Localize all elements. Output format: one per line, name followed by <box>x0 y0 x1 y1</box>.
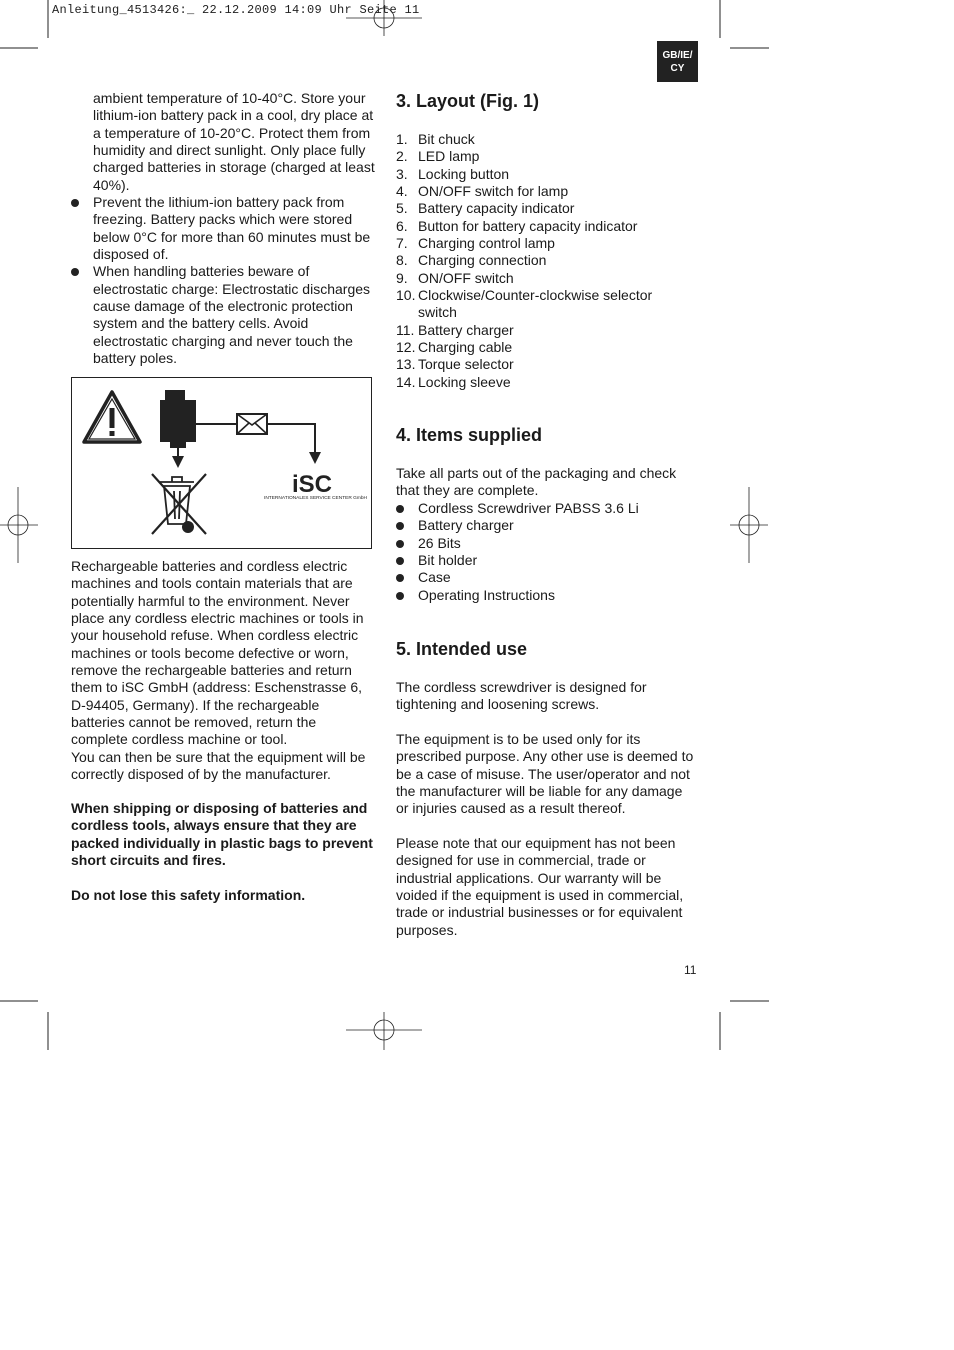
list-label: Locking sleeve <box>418 373 511 390</box>
disposal-paragraph: Rechargeable batteries and cordless electric machines and tools contain materials that are potentially harmful to the environment. Never place any cordless electric machines or tools in your household refuse. When cordless electric machines or tools become defective or worn, remove the rechargeable batteries and return them to iSC GmbH (address: Eschenstrasse 6, D-94405, Germany). If the rechargeable batteries cannot be removed, return the complete cordless machine or tool. You can then be sure that the equipment will be correctly disposed of by the manufacturer. <box>71 558 366 783</box>
list-item <box>396 287 691 322</box>
battery-bullets <box>71 194 376 367</box>
page-number: 11 <box>684 963 697 977</box>
list-number: 10. <box>396 287 416 304</box>
registration-mark-bottom <box>346 1012 422 1050</box>
list-label: Bit holder <box>418 552 478 569</box>
layout-heading: 3. Layout (Fig. 1) <box>396 91 540 111</box>
list-number: 5. <box>396 200 408 217</box>
list-number: 4. <box>396 183 408 200</box>
list-item <box>396 374 691 391</box>
list-number: 3. <box>396 165 408 182</box>
list-number: 7. <box>396 235 408 252</box>
list-label: Charging connection <box>418 252 547 269</box>
list-item <box>396 356 691 373</box>
list-label: Operating Instructions <box>418 586 555 603</box>
list-number: 11. <box>396 321 415 338</box>
list-item <box>396 552 691 569</box>
keep-info: Do not lose this safety information. <box>71 887 306 903</box>
list-item <box>396 166 691 183</box>
list-number: 2. <box>396 148 408 165</box>
isc-logo: iSC <box>292 471 333 498</box>
list-item <box>396 587 691 604</box>
bullet-icon <box>396 505 404 513</box>
list-number: 6. <box>396 217 408 234</box>
list-number: 1. <box>396 131 408 147</box>
list-label: Case <box>418 569 451 586</box>
intro-continuation: ambient temperature of 10-40°C. Store your lithium-ion battery pack in a cool, dry place at a temperature of 10-20°C. Protect them from humidity and direct sunlight. Only place fully charged batteries in storage (charged at least 40%). <box>93 90 375 193</box>
shipping-warning: When shipping or disposing of batteries and cordless tools, always ensure that they are packed individually in plastic bags to prevent short circuits and fires. <box>71 800 373 869</box>
print-slug: Anleitung_4513426:_ 22.12.2009 14:09 Uhr Seite 11 <box>52 3 420 17</box>
list-item <box>396 517 691 534</box>
intended-use-p1: The cordless screwdriver is designed for tightening and loosening screws. <box>396 679 647 713</box>
language-tag-line2: CY <box>670 62 685 74</box>
list-number: 13. <box>396 356 416 373</box>
list-number: 8. <box>396 252 408 269</box>
bullet-icon <box>396 574 404 582</box>
isc-logo-subtext: INTERNATIONALES SERVICE CENTER GmbH <box>264 496 367 501</box>
items-supplied-list <box>396 500 691 604</box>
list-item <box>396 218 691 235</box>
list-label: Battery capacity indicator <box>418 200 575 217</box>
list-label: 26 Bits <box>418 534 461 551</box>
language-tag <box>657 41 698 82</box>
bullet-icon <box>71 199 79 207</box>
list-label: Cordless Screwdriver PABSS 3.6 Li <box>418 500 639 516</box>
bullet-icon <box>396 557 404 565</box>
intended-use-p3: Please note that our equipment has not been designed for use in commercial, trade or industrial applications. Our warranty will be voided if the equipment is used in commercial, trade or industrial businesses or for equivalent purposes. <box>396 835 684 938</box>
warning-triangle-icon <box>84 392 140 442</box>
items-supplied-heading: 4. Items supplied <box>396 425 543 445</box>
list-label: Battery charger <box>418 517 514 534</box>
disposal-diagram <box>72 378 371 548</box>
battery-pack-icon <box>160 390 196 468</box>
crossed-out-bin-icon <box>152 474 206 534</box>
list-number: 12. <box>396 339 416 356</box>
list-label: LED lamp <box>418 148 480 165</box>
list-label: ON/OFF switch <box>418 269 514 286</box>
list-label: Button for battery capacity indicator <box>418 217 638 234</box>
registration-mark-top <box>346 0 422 36</box>
registration-mark-right <box>730 487 768 563</box>
list-item <box>396 535 691 552</box>
list-item <box>396 339 691 356</box>
bullet-icon <box>396 540 404 548</box>
language-tag-line1: GB/IE/ <box>662 49 693 61</box>
bullet-icon <box>71 268 79 276</box>
list-label: Charging cable <box>418 339 513 356</box>
list-number: 9. <box>396 269 408 286</box>
list-item <box>396 200 691 217</box>
list-item <box>396 270 691 287</box>
bullet-icon <box>396 522 404 530</box>
disposal-figure <box>71 377 372 549</box>
list-label: Charging control lamp <box>418 235 555 252</box>
list-label: Battery charger <box>418 321 514 338</box>
list-item <box>396 148 691 165</box>
bin-wheel-icon <box>182 521 194 533</box>
list-label: ON/OFF switch for lamp <box>418 183 569 200</box>
list-label: Locking button <box>418 165 510 182</box>
list-label: Bit chuck <box>418 131 475 147</box>
list-item <box>396 235 691 252</box>
list-item: When handling batteries beware of electrostatic charge: Electrostatic discharges cause damage of the electronic protection system and the battery cells. Avoid electrostatic charging and never touch the battery poles. <box>71 263 376 367</box>
items-supplied-intro: Take all parts out of the packaging and check that they are complete. <box>396 465 677 499</box>
layout-list <box>396 131 691 391</box>
list-item <box>396 569 691 586</box>
list-item <box>396 252 691 269</box>
bullet-icon <box>396 592 404 600</box>
registration-mark-left <box>0 487 38 563</box>
list-item <box>396 131 691 148</box>
envelope-icon <box>237 414 267 434</box>
list-item: Prevent the lithium-ion battery pack from freezing. Battery packs which were stored below 0°C for more than 60 minutes must be disposed of. <box>71 194 376 263</box>
list-item <box>396 322 691 339</box>
list-number: 14. <box>396 373 416 390</box>
intended-use-p2: The equipment is to be used only for its prescribed purpose. Any other use is deemed to be a case of misuse. The user/operator and not the manufacturer will be liable for any damage or injuries caused as a result thereof. <box>396 731 694 817</box>
list-item <box>396 500 691 517</box>
list-label: Torque selector <box>418 356 514 373</box>
intended-use-heading: 5. Intended use <box>396 639 528 659</box>
list-label: Clockwise/Counter-clockwise selector switch <box>418 287 653 321</box>
list-item <box>396 183 691 200</box>
